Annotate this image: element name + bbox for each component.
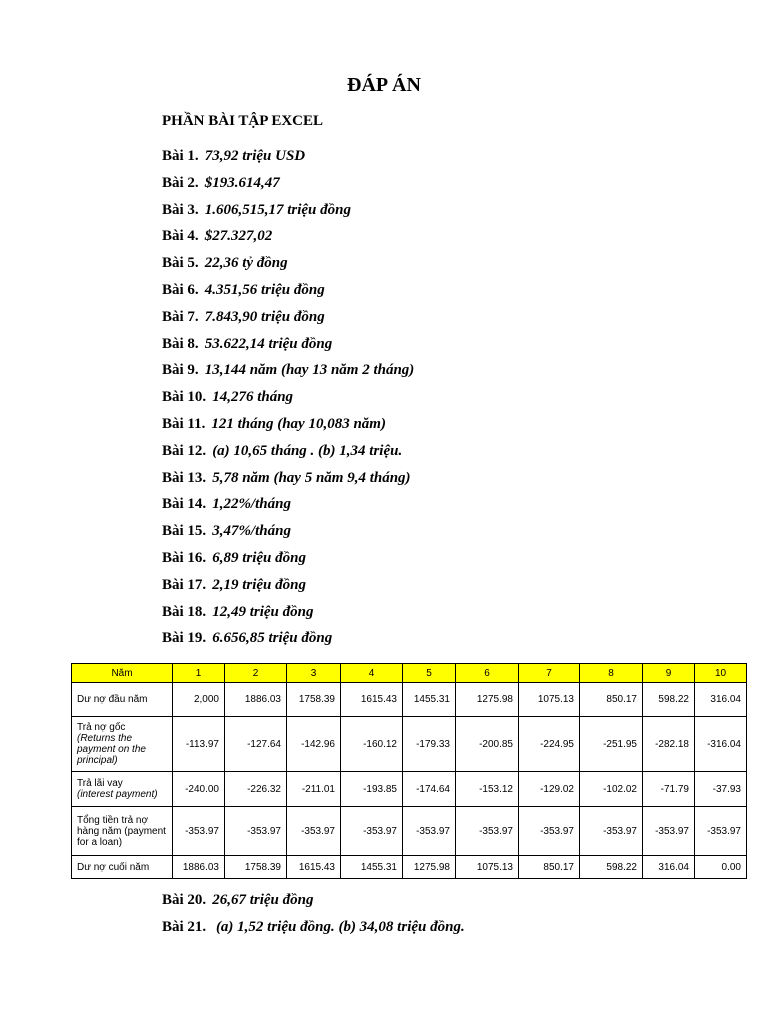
answer-value: 6.656,85 triệu đồng bbox=[212, 630, 333, 647]
answer-item bbox=[162, 226, 414, 253]
table-header-cell: Năm bbox=[72, 664, 173, 683]
answer-value: 12,49 triệu đồng bbox=[212, 603, 314, 620]
table-cell: -127.64 bbox=[225, 717, 287, 772]
answer-label: Bài 10. bbox=[162, 389, 207, 406]
table-cell: 598.22 bbox=[643, 683, 695, 717]
table-cell: 1455.31 bbox=[341, 856, 403, 879]
answer-value: 3,47%/tháng bbox=[212, 523, 291, 540]
table-header-cell: 3 bbox=[287, 664, 341, 683]
table-cell: -353.97 bbox=[643, 807, 695, 856]
table-header-cell: 4 bbox=[341, 664, 403, 683]
answer-item bbox=[162, 146, 414, 173]
table-cell: 316.04 bbox=[695, 683, 747, 717]
table-cell: -240.00 bbox=[173, 772, 225, 807]
table-cell: -179.33 bbox=[403, 717, 456, 772]
answer-item bbox=[162, 575, 414, 602]
table-cell: 2,000 bbox=[173, 683, 225, 717]
table-cell: -353.97 bbox=[225, 807, 287, 856]
table-header-cell: 2 bbox=[225, 664, 287, 683]
answer-value: 1,22%/tháng bbox=[212, 496, 291, 513]
table-cell: -37.93 bbox=[695, 772, 747, 807]
table-header-cell: 5 bbox=[403, 664, 456, 683]
answer-value: (a) 1,52 triệu đồng. (b) 34,08 triệu đồng. bbox=[212, 918, 465, 935]
table-cell: -353.97 bbox=[173, 807, 225, 856]
table-cell: 1615.43 bbox=[287, 856, 341, 879]
answer-value: $27.327,02 bbox=[204, 228, 273, 245]
table-cell: 1758.39 bbox=[225, 856, 287, 879]
table-cell: -211.01 bbox=[287, 772, 341, 807]
table-cell: 1455.31 bbox=[403, 683, 456, 717]
answer-label: Bài 6. bbox=[162, 281, 199, 298]
table-cell: -174.64 bbox=[403, 772, 456, 807]
table-cell: -353.97 bbox=[456, 807, 519, 856]
answer-label: Bài 1. bbox=[162, 148, 199, 164]
answer-item bbox=[162, 360, 414, 387]
answer-value: 22,36 tỷ đồng bbox=[204, 255, 288, 272]
answer-item bbox=[162, 468, 414, 495]
answer-label: Bài 7. bbox=[162, 308, 199, 325]
answer-value: 26,67 triệu đồng bbox=[212, 892, 314, 908]
loan-schedule-table bbox=[71, 663, 747, 879]
row-label-text: Tổng tiền trả nợ hàng năm (payment for a loan) bbox=[77, 814, 166, 848]
answer-item bbox=[162, 387, 414, 414]
table-cell: -129.02 bbox=[519, 772, 580, 807]
row-label-text: Trả nợ gốc bbox=[77, 722, 126, 733]
table-cell: 850.17 bbox=[580, 683, 643, 717]
table-cell: 1615.43 bbox=[341, 683, 403, 717]
answer-label: Bài 8. bbox=[162, 335, 199, 352]
answer-label: Bài 15. bbox=[162, 523, 207, 540]
table-row bbox=[72, 717, 747, 772]
row-label-text: Trả lãi vay bbox=[77, 778, 123, 789]
row-label bbox=[72, 683, 173, 717]
row-label-subtext: (interest payment) bbox=[77, 789, 158, 800]
table-cell: -353.97 bbox=[341, 807, 403, 856]
answer-item bbox=[162, 307, 414, 334]
table-cell: 598.22 bbox=[580, 856, 643, 879]
table-header-cell: 8 bbox=[580, 664, 643, 683]
answer-item bbox=[162, 628, 414, 655]
answer-label: Bài 21. bbox=[162, 918, 207, 935]
table-cell: -316.04 bbox=[695, 717, 747, 772]
answer-label: Bài 11. bbox=[162, 415, 206, 432]
answer-label: Bài 3. bbox=[162, 201, 199, 218]
table-cell: -353.97 bbox=[287, 807, 341, 856]
answer-value: 7.843,90 triệu đồng bbox=[204, 308, 325, 325]
page-title: ĐÁP ÁN bbox=[347, 74, 421, 96]
table-cell: 1886.03 bbox=[173, 856, 225, 879]
answer-value: 5,78 năm (hay 5 năm 9,4 tháng) bbox=[212, 469, 411, 486]
answer-label: Bài 9. bbox=[162, 362, 199, 379]
answer-value: 53.622,14 triệu đồng bbox=[204, 335, 333, 352]
answer-label: Bài 4. bbox=[162, 228, 199, 245]
table-header-row bbox=[72, 664, 747, 683]
answer-label: Bài 17. bbox=[162, 576, 207, 593]
row-label-text: Dư nợ cuối năm bbox=[77, 861, 150, 873]
table-cell: -142.96 bbox=[287, 717, 341, 772]
answer-value: 121 tháng (hay 10,083 năm) bbox=[211, 415, 386, 432]
table-cell: -102.02 bbox=[580, 772, 643, 807]
answer-item bbox=[162, 521, 414, 548]
table-cell: -353.97 bbox=[695, 807, 747, 856]
answer-item bbox=[162, 494, 414, 521]
table-cell: -282.18 bbox=[643, 717, 695, 772]
table-cell: 1075.13 bbox=[456, 856, 519, 879]
answer-label: Bài 12. bbox=[162, 442, 207, 459]
answer-item bbox=[162, 173, 414, 200]
table-cell: 0.00 bbox=[695, 856, 747, 879]
table-header-cell: 1 bbox=[173, 664, 225, 683]
answer-value: 4.351,56 triệu đồng bbox=[204, 281, 325, 298]
answer-value: 1.606,515,17 triệu đồng bbox=[204, 201, 351, 218]
table-cell: -353.97 bbox=[403, 807, 456, 856]
answer-list-continued bbox=[162, 890, 465, 944]
answer-value: $193.614,47 bbox=[204, 174, 280, 191]
row-label-text: Dư nợ đầu năm bbox=[77, 694, 148, 705]
answer-item bbox=[162, 253, 414, 280]
answer-item bbox=[162, 548, 414, 575]
answer-item bbox=[162, 602, 414, 629]
table-cell: -224.95 bbox=[519, 717, 580, 772]
answer-list bbox=[162, 146, 414, 655]
section-heading: PHẦN BÀI TẬP EXCEL bbox=[162, 113, 324, 129]
table-cell: -71.79 bbox=[643, 772, 695, 807]
table-row bbox=[72, 856, 747, 879]
answer-item bbox=[162, 441, 414, 468]
table-cell: -160.12 bbox=[341, 717, 403, 772]
table-header-cell: 10 bbox=[695, 664, 747, 683]
table-cell: -226.32 bbox=[225, 772, 287, 807]
answer-value: 2,19 triệu đồng bbox=[212, 576, 306, 593]
answer-label: Bài 18. bbox=[162, 603, 207, 620]
answer-value: (a) 10,65 tháng . (b) 1,34 triệu. bbox=[212, 442, 403, 459]
table-cell: -200.85 bbox=[456, 717, 519, 772]
row-label bbox=[72, 807, 173, 856]
table-cell: 1275.98 bbox=[456, 683, 519, 717]
answer-value: 73,92 triệu USD bbox=[204, 148, 306, 164]
answer-item bbox=[162, 280, 414, 307]
table-cell: -193.85 bbox=[341, 772, 403, 807]
answer-label: Bài 16. bbox=[162, 549, 207, 566]
table-header-cell: 9 bbox=[643, 664, 695, 683]
answer-item bbox=[162, 200, 414, 227]
answer-item bbox=[162, 414, 414, 441]
row-label bbox=[72, 717, 173, 772]
row-label bbox=[72, 772, 173, 807]
answer-item bbox=[162, 917, 465, 944]
table-cell: 850.17 bbox=[519, 856, 580, 879]
answer-label: Bài 5. bbox=[162, 255, 199, 272]
table-cell: -251.95 bbox=[580, 717, 643, 772]
answer-label: Bài 19. bbox=[162, 630, 207, 647]
answer-value: 14,276 tháng bbox=[212, 389, 294, 406]
answer-value: 13,144 năm (hay 13 năm 2 tháng) bbox=[204, 362, 415, 379]
answer-label: Bài 2. bbox=[162, 174, 199, 191]
table-cell: 1758.39 bbox=[287, 683, 341, 717]
row-label bbox=[72, 856, 173, 879]
answer-item bbox=[162, 334, 414, 361]
row-label-subtext: (Returns the payment on the principal) bbox=[77, 733, 146, 766]
table-cell: 1886.03 bbox=[225, 683, 287, 717]
table-row bbox=[72, 683, 747, 717]
table-header-cell: 6 bbox=[456, 664, 519, 683]
table-cell: -113.97 bbox=[173, 717, 225, 772]
table-row bbox=[72, 807, 747, 856]
answer-label: Bài 20. bbox=[162, 892, 207, 908]
table-cell: 316.04 bbox=[643, 856, 695, 879]
table-cell: -353.97 bbox=[519, 807, 580, 856]
table-cell: 1275.98 bbox=[403, 856, 456, 879]
table-row bbox=[72, 772, 747, 807]
answer-item bbox=[162, 890, 465, 917]
answer-label: Bài 13. bbox=[162, 469, 207, 486]
table-cell: 1075.13 bbox=[519, 683, 580, 717]
table-cell: -353.97 bbox=[580, 807, 643, 856]
answer-value: 6,89 triệu đồng bbox=[212, 549, 306, 566]
table-header-cell: 7 bbox=[519, 664, 580, 683]
table-cell: -153.12 bbox=[456, 772, 519, 807]
answer-label: Bài 14. bbox=[162, 496, 207, 513]
